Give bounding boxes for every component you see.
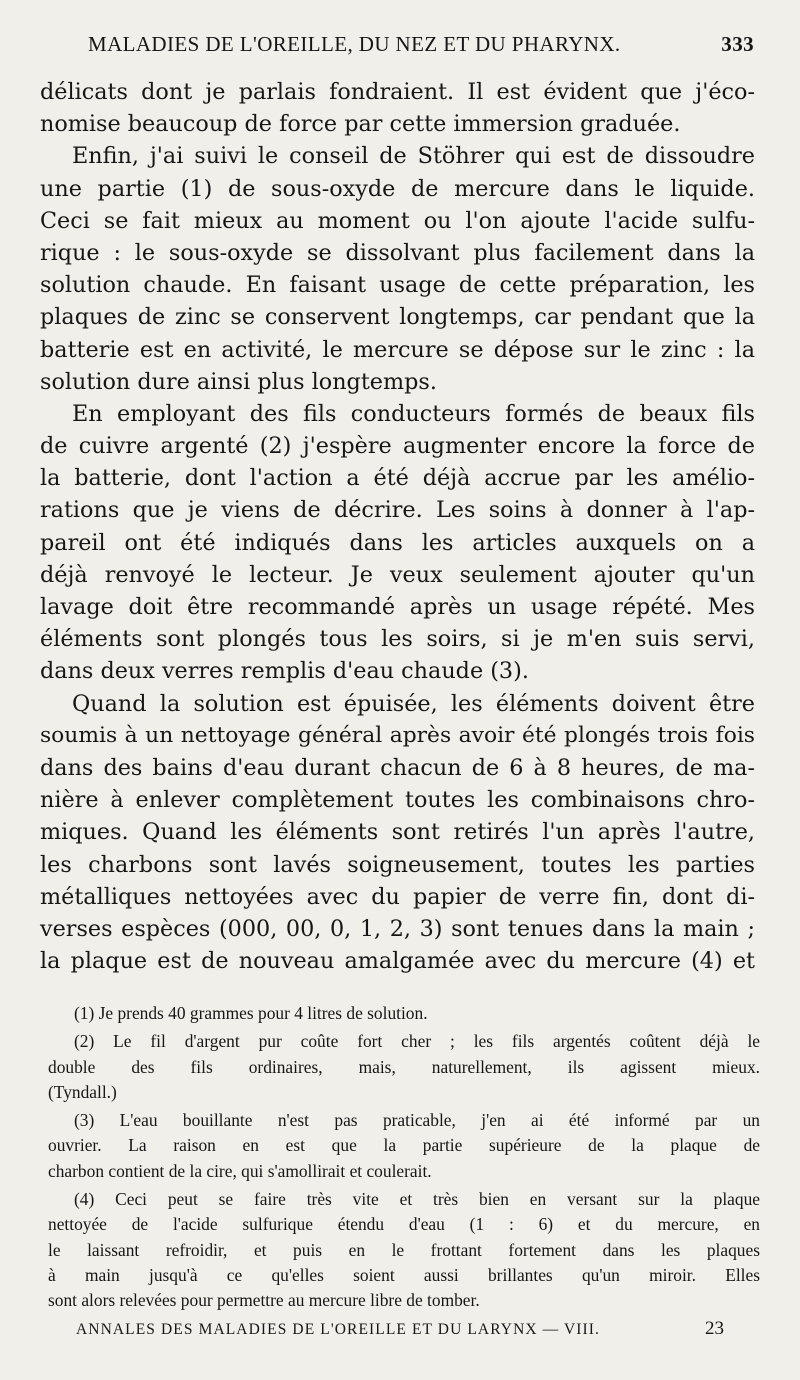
body-line: déjà renvoyé le lecteur. Je veux seulement ajouter qu'un (40, 561, 755, 588)
journal-title: ANNALES DES MALADIES DE L'OREILLE ET DU LARYNX — VIII. (76, 1321, 600, 1338)
body-line: Enfin, j'ai suivi le conseil de Stöhrer qui est de dissoudre (72, 143, 755, 170)
body-line: nière à enlever complètement toutes les combinaisons chro- (40, 787, 755, 814)
body-line: solution chaude. En faisant usage de cette préparation, les (40, 272, 755, 299)
body-line: En employant des fils conducteurs formés de beaux fils (72, 400, 755, 427)
body-line: métalliques nettoyées avec du papier de verre fin, dont di- (40, 883, 755, 910)
body-line: solution dure ainsi plus longtemps. (40, 368, 437, 395)
footnote-line: ouvrier. La raison en est que la partie supérieure de la plaque de (48, 1135, 760, 1156)
footnotes (48, 1001, 760, 1314)
footnote-line: double des fils ordinaires, mais, naturellement, ils agissent mieux. (48, 1056, 760, 1077)
body-line: pareil ont été indiqués dans les articles auxquels on a (40, 529, 755, 556)
page-number: 333 (721, 32, 754, 56)
signature-mark: 23 (705, 1318, 724, 1339)
running-header-title: MALADIES DE L'OREILLE, DU NEZ ET DU PHARYNX. (88, 32, 621, 56)
body-line: rique : le sous-oxyde se dissolvant plus facilement dans la (40, 239, 755, 266)
body-line: soumis à un nettoyage général après avoir été plongés trois fois (40, 722, 755, 748)
body-line: rations que je viens de décrire. Les soins à donner à l'ap- (40, 497, 755, 524)
body-line: les charbons sont lavés soigneusement, toutes les parties (40, 851, 755, 878)
body-line: dans deux verres remplis d'eau chaude (3). (40, 658, 529, 685)
running-footer (76, 1318, 724, 1340)
main-text (40, 76, 755, 977)
body-line: plaques de zinc se conservent longtemps, car pendant que la (40, 304, 755, 331)
footnote-line: (4) Ceci peut se faire très vite et très bien en versant sur la plaque (74, 1189, 760, 1210)
body-line: nomise beaucoup de force par cette immersion graduée. (40, 111, 681, 138)
footnote-line: (1) Je prends 40 grammes pour 4 litres de solution. (74, 1003, 428, 1023)
body-line: batterie est en activité, le mercure se dépose sur le zinc : la (40, 336, 755, 363)
body-line: une partie (1) de sous-oxyde de mercure dans le liquide. (40, 175, 755, 202)
running-header (88, 32, 754, 57)
footnote-line: charbon contient de la cire, qui s'amollirait et coulerait. (48, 1160, 432, 1181)
footnote-line: (2) Le fil d'argent pur coûte fort cher ; les fils argentés coûtent déjà le (74, 1031, 760, 1052)
body-line: miques. Quand les éléments sont retirés l'un après l'autre, (40, 819, 755, 846)
footnote-line: (3) L'eau bouillante n'est pas praticable, j'en ai été informé par un (74, 1110, 760, 1131)
body-line: éléments sont plongés tous les soirs, si je m'en suis servi, (40, 626, 755, 653)
body-line: Quand la solution est épuisée, les éléments doivent être (72, 690, 755, 717)
body-line: la plaque est de nouveau amalgamée avec du mercure (4) et (40, 948, 755, 975)
footnote-line: (Tyndall.) (48, 1081, 117, 1102)
body-line: de cuivre argenté (2) j'espère augmenter encore la force de (40, 433, 755, 460)
body-line: délicats dont je parlais fondraient. Il est évident que j'éco- (40, 79, 755, 105)
body-line: la batterie, dont l'action a été déjà accrue par les amélio- (40, 465, 755, 492)
footnote-line: le laissant refroidir, et puis en le frottant fortement dans les plaques (48, 1239, 760, 1260)
footnote-line: sont alors relevées pour permettre au mercure libre de tomber. (48, 1290, 480, 1311)
body-line: dans des bains d'eau durant chacun de 6 à 8 heures, de ma- (40, 754, 755, 781)
footnote-line: nettoyée de l'acide sulfurique étendu d'eau (1 : 6) et du mercure, en (48, 1214, 760, 1235)
body-line: Ceci se fait mieux au moment ou l'on ajoute l'acide sulfu- (40, 207, 755, 234)
footnote-line: à main jusqu'à ce qu'elles soient aussi brillantes qu'un miroir. Elles (48, 1264, 760, 1285)
body-line: lavage doit être recommandé après un usage répété. Mes (40, 594, 755, 620)
body-line: verses espèces (000, 00, 0, 1, 2, 3) sont tenues dans la main ; (40, 915, 755, 942)
